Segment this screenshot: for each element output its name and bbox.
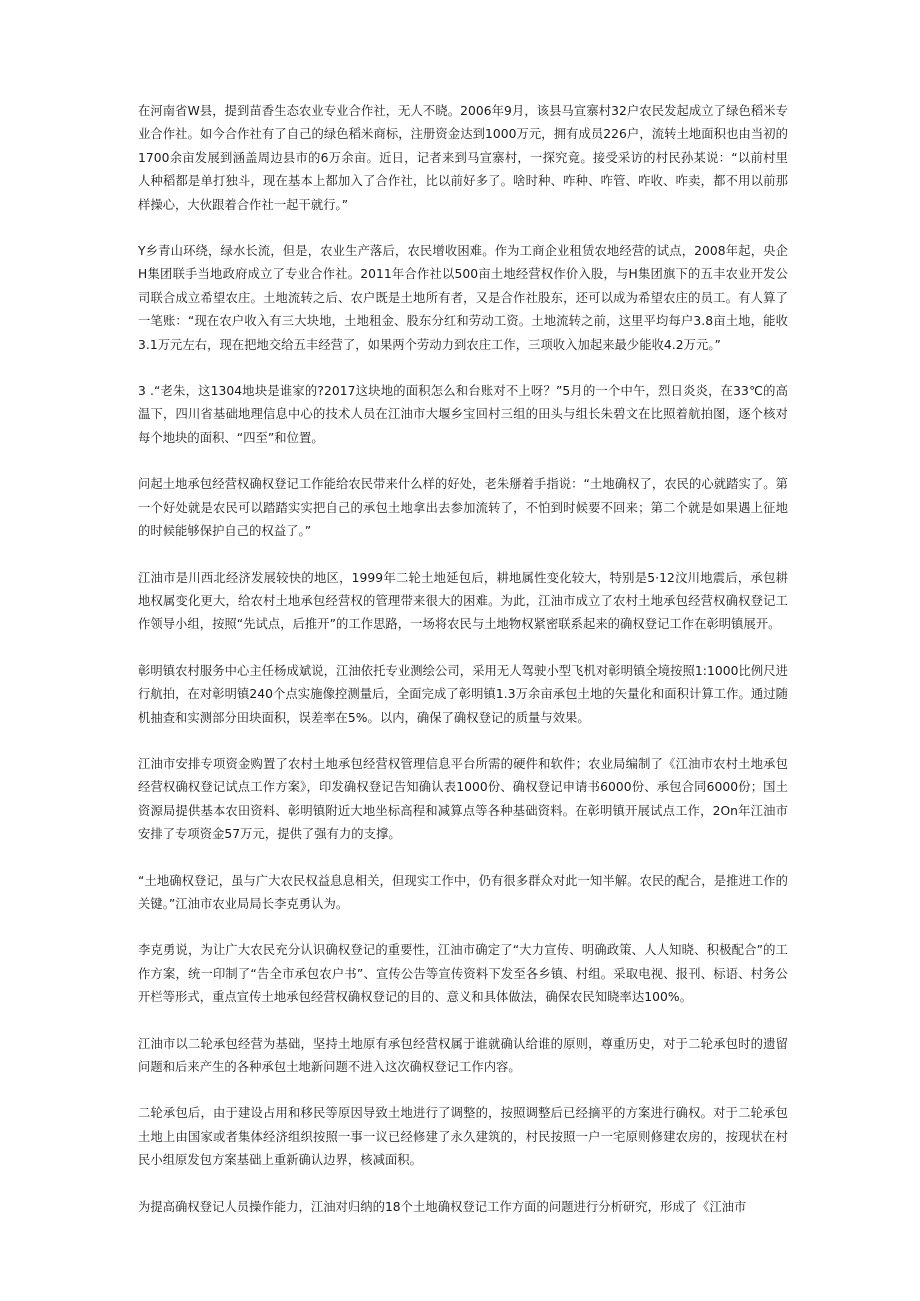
paragraph-12: 为提高确权登记人员操作能力，江油对归纳的18个土地确权登记工作方面的问题进行分析研究，形成了《江油市 (138, 1199, 747, 1214)
paragraph-5: 江油市是川西北经济发展较快的地区，1999年二轮土地延包后，耕地属性变化较大，特别是5·12汶川地震后，承包耕地权属变化更大，给农村土地承包经营权的管理带来很大的困难。为此，江油市成立了农村土地承包经营权确权登记工作领导小组，按照“先试点，后推开”的工作思路，一场将农民与土地物权紧密联系起来的确权登记工作在彰明镇展开。 (138, 570, 788, 632)
paragraph-3: 3 .“老朱，这1304地块是谁家的?2017这块地的面积怎么和台账对不上呀？”5月的一个中午，烈日炎炎，在33℃的高温下，四川省基础地理信息中心的技术人员在江油市大堰乡宝回村三组的田头与组长朱碧文在比照着航拍图，逐个核对每个地块的面积、“四至”和位置。 (138, 384, 788, 445)
paragraph-10: 江油市以二轮承包经营为基础，坚持土地原有承包经营权属于谁就确认给谁的原则，尊重历史，对于二轮承包时的遗留问题和后来产生的各种承包土地新问题不进入这次确权登记工作内容。 (138, 1036, 788, 1074)
paragraph-6: 彰明镇农村服务中心主任杨成斌说，江油依托专业测绘公司，采用无人驾驶小型飞机对彰明镇全境按照1:1000比例尺进行航拍，在对彰明镇240个点实施像控测量后，全面完成了彰明镇1.3万余亩承包土地的矢量化和面积计算工作。通过随机抽查和实测部分田块面积，误差率在5%。以内，确保了确权登记的质量与效果。 (138, 663, 788, 725)
paragraph-8: “土地确权登记，虽与广大农民权益息息相关，但现实工作中，仍有很多群众对此一知半解。农民的配合，是推进工作的关键。”江油市农业局局长李克勇认为。 (138, 873, 788, 911)
paragraph-11: 二轮承包后，由于建设占用和移民等原因导致土地进行了调整的，按照调整后已经摘平的方案进行确权。对于二轮承包土地上由国家或者集体经济组织按照一事一议已经修建了永久建筑的，村民按照一户一宅原则修建农房的，按现状在村民小组原发包方案基础上重新确认边界，核减面积。 (138, 1106, 788, 1168)
paragraph-4: 问起土地承包经营权确权登记工作能给农民带来什么样的好处，老朱掰着手指说：“土地确权了，农民的心就踏实了。第一个好处就是农民可以踏踏实实把自己的承包土地拿出去参加流转了，不怕到时候要不回来；第二个就是如果遇上征地的时候能够保护自己的权益了。” (138, 477, 788, 539)
paragraph-1: 在河南省W县，提到苗香生态农业专业合作社，无人不晓。2006年9月，该县马宣寨村32户农民发起成立了绿色稻米专业合作社。如今合作社有了自己的绿色稻米商标，注册资金达到1000万元，拥有成员226户，流转土地面积也由当初的1700余亩发展到涵盖周边县市的6万余亩。近日，记者来到马宣寨村，一探究竟。接受采访的村民孙某说：“以前村里人种稻都是单打独斗，现在基本上都加入了合作社，比以前好多了。啥时种、咋种、咋管、咋收、咋卖，都不用以前那样操心，大伙跟着合作社一起干就行。” (138, 104, 788, 212)
paragraph-2: Y乡青山环绕，绿水长流，但是，农业生产落后，农民增收困难。作为工商企业租赁农地经营的试点，2008年起，央企H集团联手当地政府成立了专业合作社。2011年合作社以500亩土地经营权作价入股，与H集团旗下的五丰农业开发公司联合成立希望农庄。土地流转之后、农户既是土地所有者，又是合作社股东，还可以成为希望农庄的员工。有人算了一笔账：“现在农户收入有三大块地，土地租金、股东分红和劳动工资。土地流转之前，这里平均每户3.8亩土地，能收3.1万元左右，现在把地交给五丰经营了，如果两个劳动力到农庄工作，三项收入加起来最少能收4.2万元。” (138, 244, 788, 352)
paragraph-7: 江油市安排专项资金购置了农村土地承包经营权管理信息平台所需的硬件和软件；农业局编制了《江油市农村土地承包经营权确权登记试点工作方案》，印发确权登记告知确认表1000份、确权登记申请书6000份、承包合同6000份；国土资源局提供基本农田资料、彰明镇附近大地坐标高程和减算点等各种基础资料。在彰明镇开展试点工作，2On年江油市安排了专项资金57万元，提供了强有力的支撑。 (138, 756, 788, 842)
paragraph-9: 李克勇说，为让广大农民充分认识确权登记的重要性，江油市确定了“大力宣传、明确政策、人人知晓、积极配合”的工作方案，统一印制了“告全市承包农户书”、宣传公告等宣传资料下发至各乡镇、村组。采取电视、报刊、标语、村务公开栏等形式，重点宣传土地承包经营权确权登记的目的、意义和具体做法，确保农民知晓率达100%。 (138, 943, 788, 1005)
document-body (138, 100, 788, 1242)
